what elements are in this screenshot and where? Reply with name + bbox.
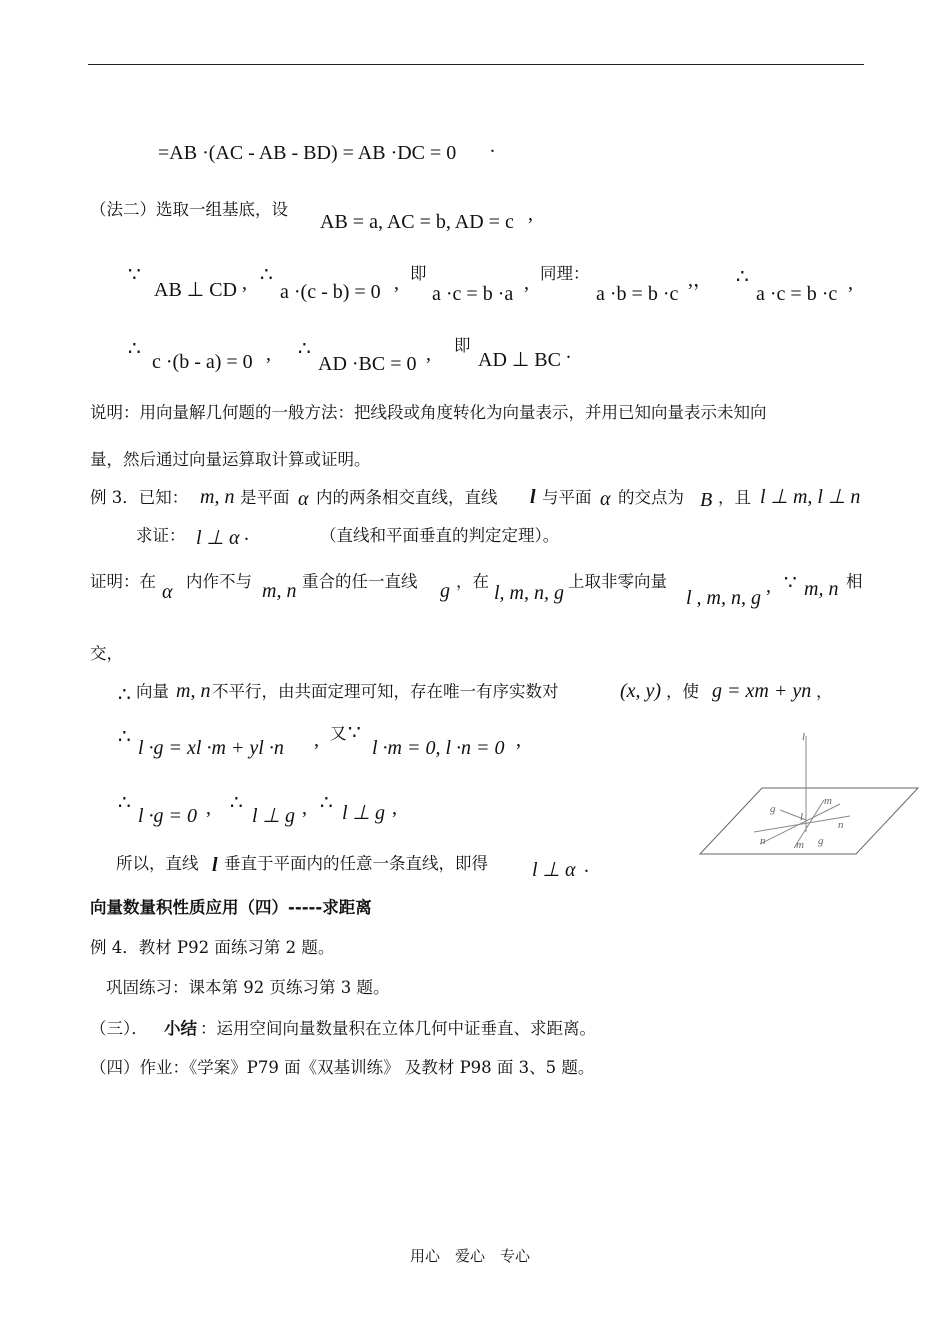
comma: ,	[524, 272, 529, 294]
perp-conclusion: AD ⊥ BC	[478, 349, 561, 371]
text: ，使	[666, 682, 699, 701]
therefore-symbol: ∴	[320, 790, 333, 814]
label-l-mid: l	[800, 811, 804, 823]
section-title: 向量数量积性质应用（四）-----求距离	[90, 898, 372, 917]
method2-intro: （法二）选取一组基底，设	[90, 200, 288, 219]
math-alpha: α	[600, 488, 611, 510]
text: 与平面	[542, 488, 592, 507]
comma: ,	[266, 343, 271, 365]
label-m-top: m	[824, 795, 832, 807]
therefore-symbol: ∴	[230, 790, 243, 814]
commas: ,，	[688, 269, 713, 291]
equation: c ·(b - a) = 0	[152, 351, 253, 373]
math-m-n: m, n	[262, 580, 297, 602]
summary-label: （三）．	[90, 1019, 148, 1038]
text: 相	[846, 572, 863, 591]
basis-formula: AB = a, AC = b, AD = c	[320, 211, 514, 233]
conclusion-text: 垂直于平面内的任意一条直线，即得	[224, 854, 488, 873]
note-line-2: 量，然后通过向量运算取计算或证明。	[90, 450, 371, 469]
comma: ,	[242, 272, 247, 294]
summary-text: ：运用空间向量数量积在立体几何中证垂直、求距离。	[200, 1019, 596, 1038]
perp-statement: l ⊥ g	[342, 802, 385, 824]
text: ，	[816, 682, 833, 701]
text: ，在	[456, 572, 489, 591]
label-g-left: g	[770, 803, 776, 815]
note-line-1: 说明：用向量解几何题的一般方法：把线段或角度转化为向量表示，并用已知向量表示未知向	[90, 403, 767, 422]
text-wrap: 交，	[90, 644, 123, 663]
because-symbol: ∵	[128, 262, 141, 286]
theorem-note: （直线和平面垂直的判定定理）。	[320, 526, 560, 545]
math-m-n: m, n	[176, 680, 211, 702]
equation: l ·g = 0	[138, 805, 198, 827]
text: 上取非零向量	[568, 572, 667, 591]
math-l: l	[530, 486, 536, 508]
label-n-right: n	[838, 819, 844, 831]
plane-diagram	[690, 720, 930, 860]
text: 向量	[136, 682, 169, 701]
equation: l ·g = xl ·m + yl ·n	[138, 737, 284, 759]
math-B: B	[700, 489, 713, 511]
prove-statement: l ⊥ α	[196, 527, 240, 549]
text: 重合的任一直线	[302, 572, 418, 591]
math-alpha: α	[298, 488, 309, 510]
therefore-symbol: ∴	[128, 336, 141, 360]
text: 内的两条相交直线，直线	[316, 488, 498, 507]
homework: （四）作业：《学案》P79 面《双基训练》 及教材 P98 面 3、5 题。	[90, 1058, 595, 1077]
therefore-symbol: ∴	[118, 724, 131, 748]
equation: a ·c = b ·c	[756, 283, 838, 305]
label-m-bottom: m	[796, 839, 804, 851]
math-l: l	[212, 854, 218, 876]
period: .	[566, 341, 571, 363]
equation: AD ·BC = 0	[318, 353, 417, 375]
example4: 例 4．教材 P92 面练习第 2 题。	[90, 938, 335, 957]
proof-start: 证明：在	[90, 572, 156, 591]
because-symbol: ∵	[784, 570, 797, 594]
formula-continuation: =AB ·(AC - AB - BD) = AB ·DC = 0	[158, 142, 457, 164]
you-text: 又	[330, 724, 347, 743]
comma: ,	[766, 575, 771, 597]
equation: a ·b = b ·c	[596, 283, 679, 305]
period: .	[244, 523, 249, 545]
header-rule	[88, 64, 864, 65]
therefore-symbol: ∴	[118, 682, 131, 706]
math-m-n: m, n	[804, 578, 839, 600]
because-symbol: ∵	[348, 720, 361, 744]
therefore-symbol: ∴	[260, 262, 273, 286]
condition: l ⊥ m, l ⊥ n	[760, 486, 861, 508]
ordered-pair: (x, y)	[620, 680, 662, 702]
plane	[700, 788, 918, 854]
text: ，且	[718, 488, 751, 507]
conclusion-text: 所以，直线	[116, 854, 199, 873]
equation: a ·c = b ·a	[432, 283, 514, 305]
math-m-n: m, n	[200, 486, 235, 508]
label-n-bottom: n	[760, 835, 766, 847]
comma: ,	[314, 729, 319, 751]
therefore-symbol: ∴	[118, 790, 131, 814]
ji-text: 即	[410, 264, 427, 283]
practice: 巩固练习：课本第 92 页练习第 3 题。	[106, 978, 390, 997]
period: .	[490, 135, 495, 157]
text: 是平面	[240, 488, 290, 507]
comma: ,	[426, 343, 431, 365]
label-g-bottom: g	[818, 835, 824, 847]
comma: ,	[848, 272, 853, 294]
text: 不平行，由共面定理可知，存在唯一有序实数对	[212, 682, 559, 701]
math-g: g	[440, 580, 450, 602]
therefore-symbol: ∴	[298, 336, 311, 360]
comma: ,	[528, 203, 533, 225]
tongli-text: 同理：	[540, 264, 590, 283]
example3-label: 例 3．已知：	[90, 488, 189, 507]
ji-text: 即	[454, 336, 471, 355]
comma: ,	[516, 729, 521, 751]
label-l-top: l	[802, 731, 806, 743]
lines-list: l, m, n, g	[494, 582, 564, 604]
equation: g = xm + yn	[712, 680, 812, 702]
text: 内作不与	[186, 572, 252, 591]
period: .	[584, 855, 589, 877]
perp-statement: AB ⊥ CD	[154, 279, 237, 301]
equation: l ·m = 0, l ·n = 0	[372, 737, 505, 759]
comma: ,	[206, 797, 211, 819]
text: 的交点为	[618, 488, 684, 507]
comma: ,	[302, 797, 307, 819]
comma: ,	[392, 797, 397, 819]
equation: a ·(c - b) = 0	[280, 281, 381, 303]
perp-statement: l ⊥ g	[252, 805, 295, 827]
prove-label: 求证：	[136, 526, 186, 545]
therefore-symbol: ∴	[736, 264, 749, 288]
summary-bold: 小结	[164, 1019, 197, 1038]
vectors-list: l , m, n, g	[686, 587, 761, 609]
footer: 用心 爱心 专心	[410, 1247, 531, 1265]
math-alpha: α	[162, 581, 173, 603]
perp-conclusion: l ⊥ α	[532, 859, 576, 881]
comma: ,	[394, 272, 399, 294]
